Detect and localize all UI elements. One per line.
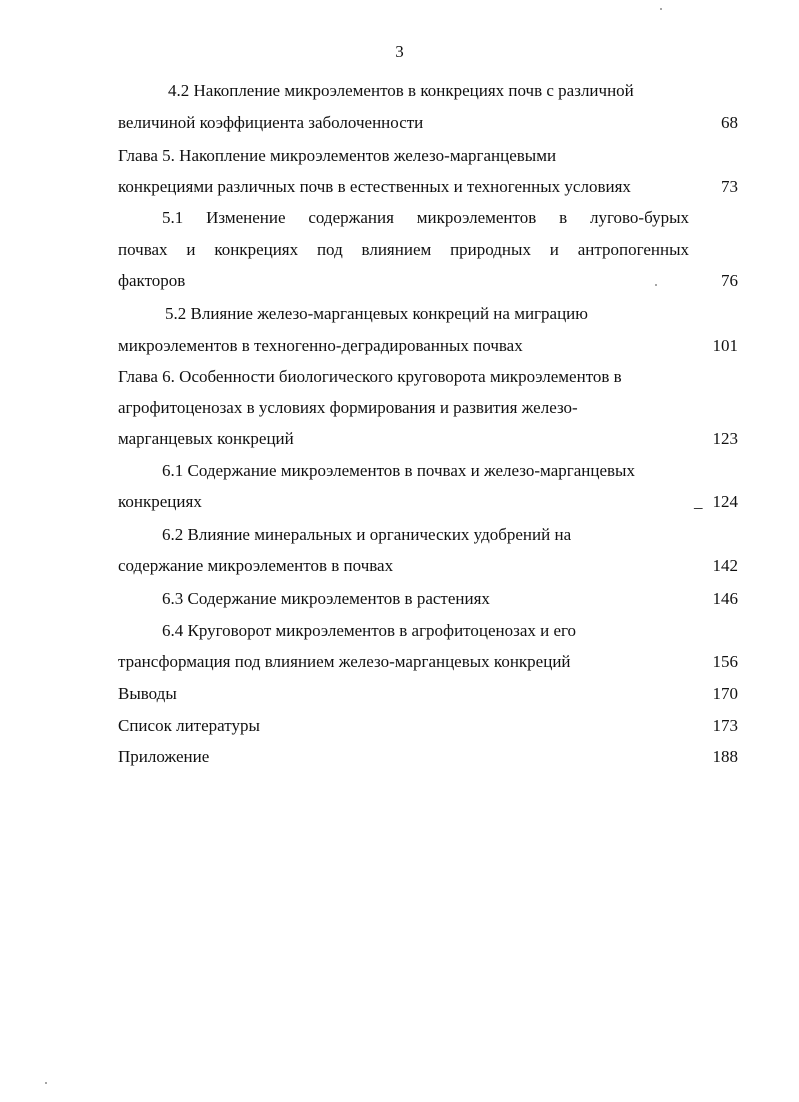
toc-entry-line: Выводы: [118, 684, 177, 703]
toc-page-number: 76: [721, 271, 738, 290]
toc-page-number: 156: [712, 652, 738, 671]
toc-entry-line: марганцевых конкреций: [118, 429, 294, 448]
toc-entry-line: 4.2 Накопление микроэлементов в конкрециях почв с различной: [168, 81, 634, 100]
toc-page-number: 146: [712, 589, 738, 608]
toc-entry-line: Список литературы: [118, 716, 260, 735]
stray-dash-mark: _: [694, 492, 703, 511]
toc-page-number: 124: [712, 492, 738, 511]
toc-entry-line: конкрециями различных почв в естественных и техногенных условиях: [118, 177, 631, 196]
toc-page-number: 68: [721, 113, 738, 132]
toc-entry-line: 5.1 Изменение содержания микроэлементов в лугово-бурых: [162, 208, 689, 227]
toc-entry-line: микроэлементов в техногенно-деградированных почвах: [118, 336, 523, 355]
toc-entry-line: величиной коэффициента заболоченности: [118, 113, 424, 132]
toc-entry-line: трансформация под влиянием железо-марганцевых конкреций: [118, 652, 571, 671]
toc-entry-line: содержание микроэлементов в почвах: [118, 556, 394, 575]
toc-entry-line: Глава 5. Накопление микроэлементов железо-марганцевыми: [118, 146, 557, 165]
toc-page-number: 170: [712, 684, 738, 703]
toc-entry-line: конкрециях: [118, 492, 202, 511]
toc-page-number: 101: [712, 336, 738, 355]
toc-page-number: 123: [712, 429, 738, 448]
scan-speck: [660, 8, 662, 10]
toc-entry-line: почвах и конкрециях под влиянием природных и антропогенных: [118, 240, 689, 259]
toc-entry-line: 5.2 Влияние железо-марганцевых конкреций на миграцию: [165, 304, 588, 323]
scan-speck: [45, 1082, 47, 1084]
toc-entry-line: Приложение: [118, 747, 210, 766]
toc-entry-line: факторов: [118, 271, 186, 290]
toc-page-number: 173: [712, 716, 738, 735]
toc-page-number: 73: [721, 177, 738, 196]
toc-entry-line: Глава 6. Особенности биологического круговорота микроэлементов в: [118, 367, 622, 386]
toc-page-number: 142: [712, 556, 738, 575]
page-number: 3: [395, 42, 404, 61]
scan-speck: [655, 284, 657, 286]
toc-entry-line: 6.4 Круговорот микроэлементов в агрофитоценозах и его: [162, 621, 577, 640]
toc-page-number: 188: [712, 747, 738, 766]
toc-entry-line: 6.2 Влияние минеральных и органических удобрений на: [162, 525, 572, 544]
toc-entry-line: агрофитоценозах в условиях формирования и развития железо-: [118, 398, 578, 417]
toc-entry-line: 6.3 Содержание микроэлементов в растениях: [162, 589, 490, 608]
toc-entry-line: 6.1 Содержание микроэлементов в почвах и железо-марганцевых: [162, 461, 635, 480]
